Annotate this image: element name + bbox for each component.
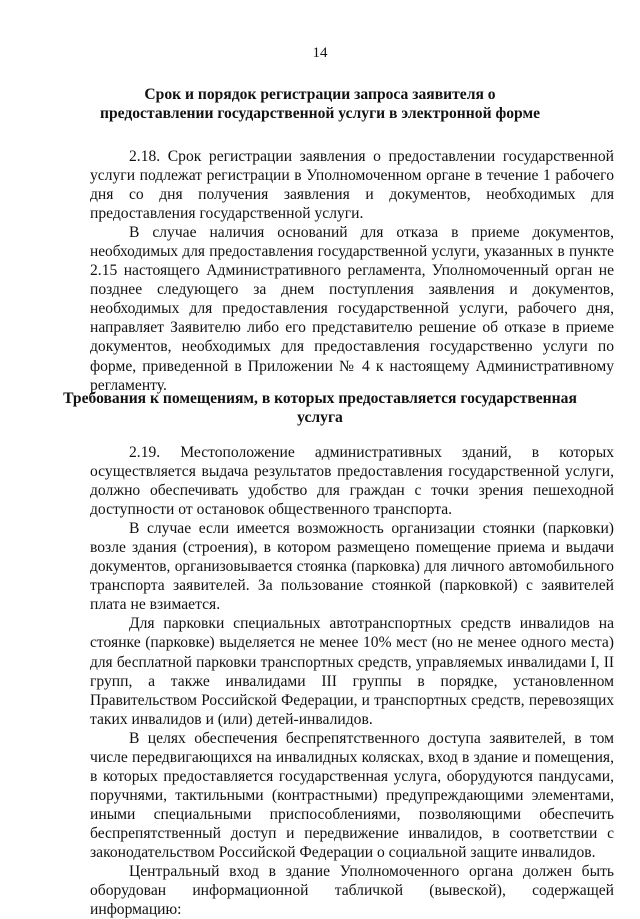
text-line: Для парковки специальных автотранспортных средств инвалидов на — [129, 615, 614, 633]
heading-line: услуга — [297, 408, 343, 426]
text-line: в которых предоставляется государственная услуга, оборудуются пандусами, — [90, 767, 614, 785]
heading-line: Срок и порядок регистрации запроса заявителя о — [144, 86, 496, 103]
text-line: 2.19. Местоположение административных зданий, в которых — [129, 444, 614, 461]
text-line: направляет Заявителю либо его представителю решение об отказе в приеме — [90, 319, 614, 337]
text-line: осуществляется выдача результатов предоставления государственной услуги, — [90, 463, 614, 481]
section-heading-registration — [0, 86, 640, 123]
text-line: должно обеспечивать удобство для граждан с точки зрения пешеходной — [90, 482, 614, 500]
text-line: законодательством Российской Федерации о социальной защите инвалидов. — [90, 843, 596, 861]
section-heading-premises — [0, 390, 640, 427]
text-line: для бесплатной парковки транспортных средств, управляемых инвалидами I, II — [90, 653, 614, 671]
text-line: 2.18. Срок регистрации заявления о предоставлении государственной — [129, 148, 614, 165]
text-line: доступности от остановок общественного транспорта. — [90, 501, 453, 519]
text-line: В целях обеспечения беспрепятственного доступа заявителей, в том — [129, 729, 614, 747]
text-line: В случае если имеется возможность организации стоянки (парковки) — [129, 520, 614, 538]
text-line: информацию: — [90, 901, 182, 919]
text-line: оборудован информационной табличкой (вывеской), содержащей — [90, 882, 614, 900]
paragraph-disabled-parking — [90, 614, 614, 728]
heading-line: Требования к помещениям, в которых предоставляется государственная — [63, 390, 577, 407]
paragraph-2-18 — [90, 147, 614, 223]
text-line: числе передвигающихся на инвалидных колясках, вход в здание и помещения, — [90, 748, 614, 766]
text-line: позднее следующего за днем поступления заявления и документов, — [90, 281, 614, 299]
text-line: форме, приведенной в Приложении № 4 к настоящему Административному — [90, 357, 614, 375]
text-line: необходимых для предоставления государственной услуги, указанных в пункте — [90, 243, 614, 261]
heading-line: предоставлении государственной услуги в электронной форме — [99, 104, 541, 122]
paragraph-parking — [90, 519, 614, 614]
text-line: услуги подлежат регистрации в Уполномоченном органе в течение 1 рабочего — [90, 167, 614, 185]
text-line: плата не взимается. — [90, 596, 221, 614]
text-line: транспорта заявителей. За пользование стоянкой (парковкой) с заявителей — [90, 577, 614, 595]
text-line: документов, организовывается стоянка (парковка) для личного автомобильного — [90, 558, 614, 576]
paragraph-2-19 — [90, 443, 614, 519]
section-body-registration — [90, 147, 614, 395]
text-line: дня со дня получения заявления и документов, необходимых для — [90, 186, 614, 204]
text-line: поручнями, тактильными (контрастными) предупреждающими элементами, — [90, 786, 614, 804]
text-line: Центральный вход в здание Уполномоченного органа должен быть — [129, 863, 614, 881]
text-line: В случае наличия оснований для отказа в приеме документов, — [129, 224, 614, 242]
text-line: иными специальными приспособлениями, позволяющими обеспечить — [90, 805, 614, 823]
text-line: 2.15 настоящего Административного регламента, Уполномоченный орган не — [90, 262, 614, 280]
text-line: документов, необходимых для предоставления государственно услуги по — [90, 338, 614, 356]
text-line: необходимых для предоставления государственной услуги, рабочего дня, — [90, 300, 614, 318]
paragraph-accessibility — [90, 729, 614, 862]
text-line: таких инвалидов и (или) детей-инвалидов. — [90, 710, 373, 728]
paragraph-entrance — [90, 862, 614, 919]
paragraph-refusal — [90, 223, 614, 394]
text-line: беспрепятственный доступ и передвижение инвалидов, в соответствии с — [90, 824, 614, 842]
section-body-premises — [90, 443, 614, 919]
text-line: регламенту. — [90, 376, 167, 394]
text-line: стоянке (парковке) выделяется не менее 10% мест (но не менее одного места) — [90, 634, 614, 652]
text-line: Правительством Российской Федерации, и транспортных средств, перевозящих — [90, 691, 614, 709]
text-line: групп, а также инвалидами III группы в порядке, установленном — [90, 672, 614, 690]
text-line: возле здания (строения), в котором размещено помещение приема и выдачи — [90, 539, 614, 557]
page-number: 14 — [312, 45, 328, 61]
text-line: предоставления государственной услуги. — [90, 205, 364, 223]
